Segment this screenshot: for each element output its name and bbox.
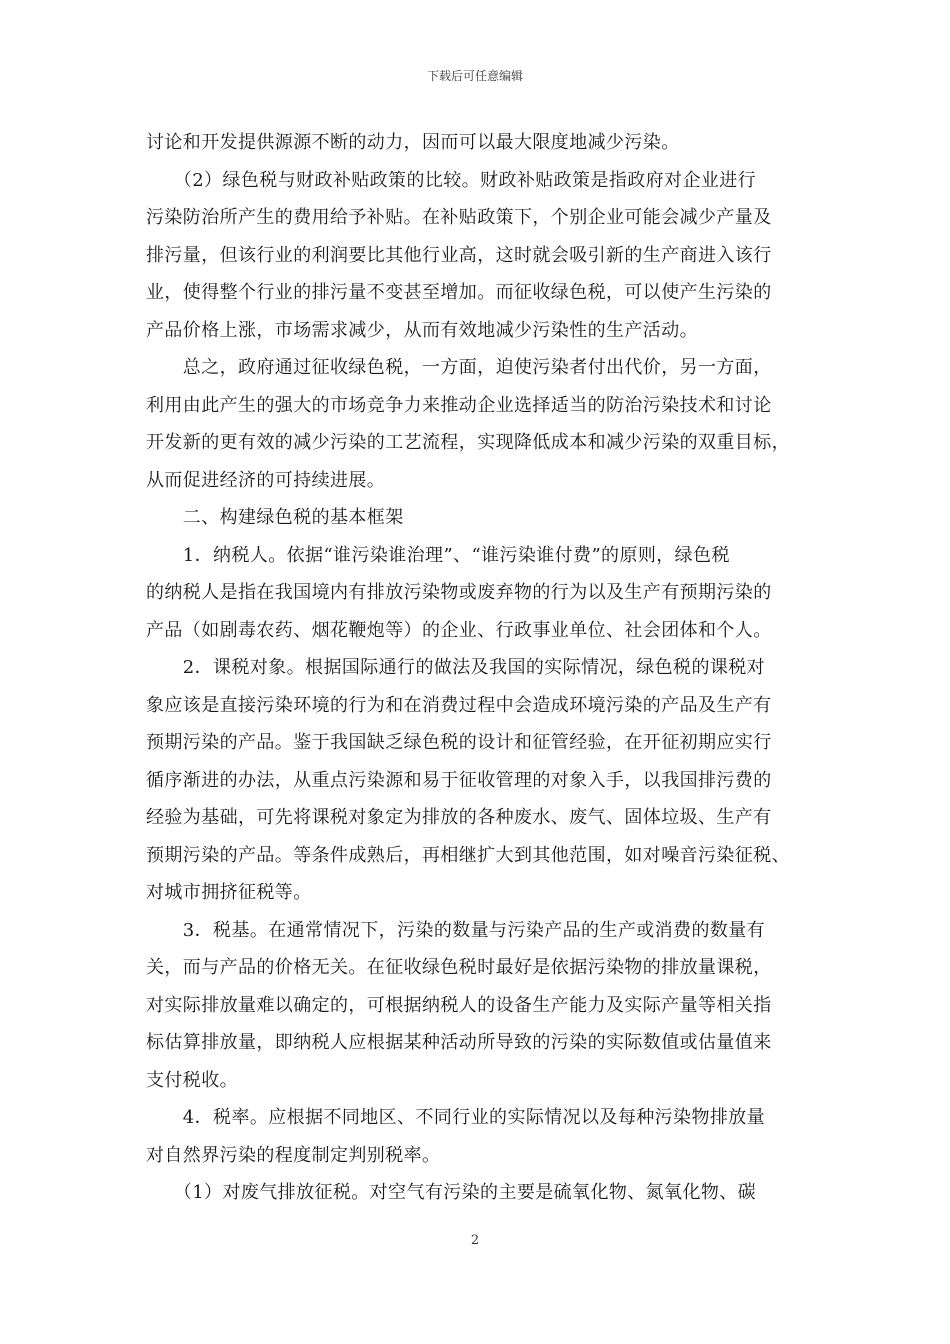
text-line: 开发新的更有效的减少污染的工艺流程，实现降低成本和减少污染的双重目标， xyxy=(146,432,790,453)
text-line: 标估算排放量，即纳税人应根据某种活动所导致的污染的实际数值或估量值来 xyxy=(146,1032,772,1053)
text-line: 3．税基。在通常情况下，污染的数量与污染产品的生产或消费的数量有 xyxy=(146,919,766,941)
text-line: 从而促进经济的可持续进展。 xyxy=(146,469,386,491)
text-line: 对实际排放量难以确定的，可根据纳税人的设备生产能力及实际产量等相关指 xyxy=(146,994,772,1016)
text-line: 对城市拥挤征税等。 xyxy=(146,882,312,903)
text-line: （1）对废气排放征税。对空气有污染的主要是硫氧化物、氮氧化物、碳 xyxy=(146,1182,757,1203)
text-line: 对自然界污染的程度制定判别税率。 xyxy=(146,1144,441,1166)
text-line: 1．纳税人。依据“谁污染谁治理”、“谁污染谁付费”的原则，绿色税 xyxy=(146,544,730,566)
text-line: 污染防治所产生的费用给予补贴。在补贴政策下，个别企业可能会减少产量及 xyxy=(146,207,772,228)
text-line: 循序渐进的办法，从重点污染源和易于征收管理的对象入手，以我国排污费的 xyxy=(146,769,772,791)
page-number: 2 xyxy=(470,1233,480,1248)
text-line: 利用由此产生的强大的市场竞争力来推动企业选择适当的防治污染技术和讨论 xyxy=(146,394,772,416)
text-line: 预期污染的产品。鉴于我国缺乏绿色税的设计和征管经验，在开征初期应实行 xyxy=(146,732,772,753)
text-line: 的纳税人是指在我国境内有排放污染物或废弃物的行为以及生产有预期污染的 xyxy=(146,582,772,603)
text-line: 排污量，但该行业的利润要比其他行业高，这时就会吸引新的生产商进入该行 xyxy=(146,244,772,266)
document-body xyxy=(146,124,818,1212)
text-line: 经验为基础，可先将课税对象定为排放的各种废水、废气、固体垃圾、生产有 xyxy=(146,807,772,828)
text-line: 支付税收。 xyxy=(146,1069,238,1091)
text-line: 产品价格上涨，市场需求减少，从而有效地减少污染性的生产活动。 xyxy=(146,319,698,341)
text-line: 讨论和开发提供源源不断的动力，因而可以最大限度地减少污染。 xyxy=(146,132,680,153)
text-line: 关，而与产品的价格无关。在征收绿色税时最好是依据污染物的排放量课税， xyxy=(146,957,772,978)
text-line: 业，使得整个行业的排污量不变甚至增加。而征收绿色税，可以使产生污染的 xyxy=(146,282,772,303)
text-line: 总之，政府通过征收绿色税，一方面，迫使污染者付出代价，另一方面， xyxy=(146,357,772,378)
text-line: 4．税率。应根据不同地区、不同行业的实际情况以及每种污染物排放量 xyxy=(146,1107,766,1128)
text-line: 预期污染的产品。等条件成熟后，再相继扩大到其他范围，如对噪音污染征税、 xyxy=(146,844,790,866)
section-heading: 二、构建绿色税的基本框架 xyxy=(146,507,404,528)
text-line: 象应该是直接污染环境的行为和在消费过程中会造成环境污染的产品及生产有 xyxy=(146,694,772,716)
text-line: 2．课税对象。根据国际通行的做法及我国的实际情况，绿色税的课税对 xyxy=(146,657,766,678)
text-line: 产品（如剧毒农药、烟花鞭炮等）的企业、行政事业单位、社会团体和个人。 xyxy=(146,619,772,641)
text-line: （2）绿色税与财政补贴政策的比较。财政补贴政策是指政府对企业进行 xyxy=(146,169,757,191)
page-header: 下载后可任意编辑 xyxy=(426,69,523,83)
